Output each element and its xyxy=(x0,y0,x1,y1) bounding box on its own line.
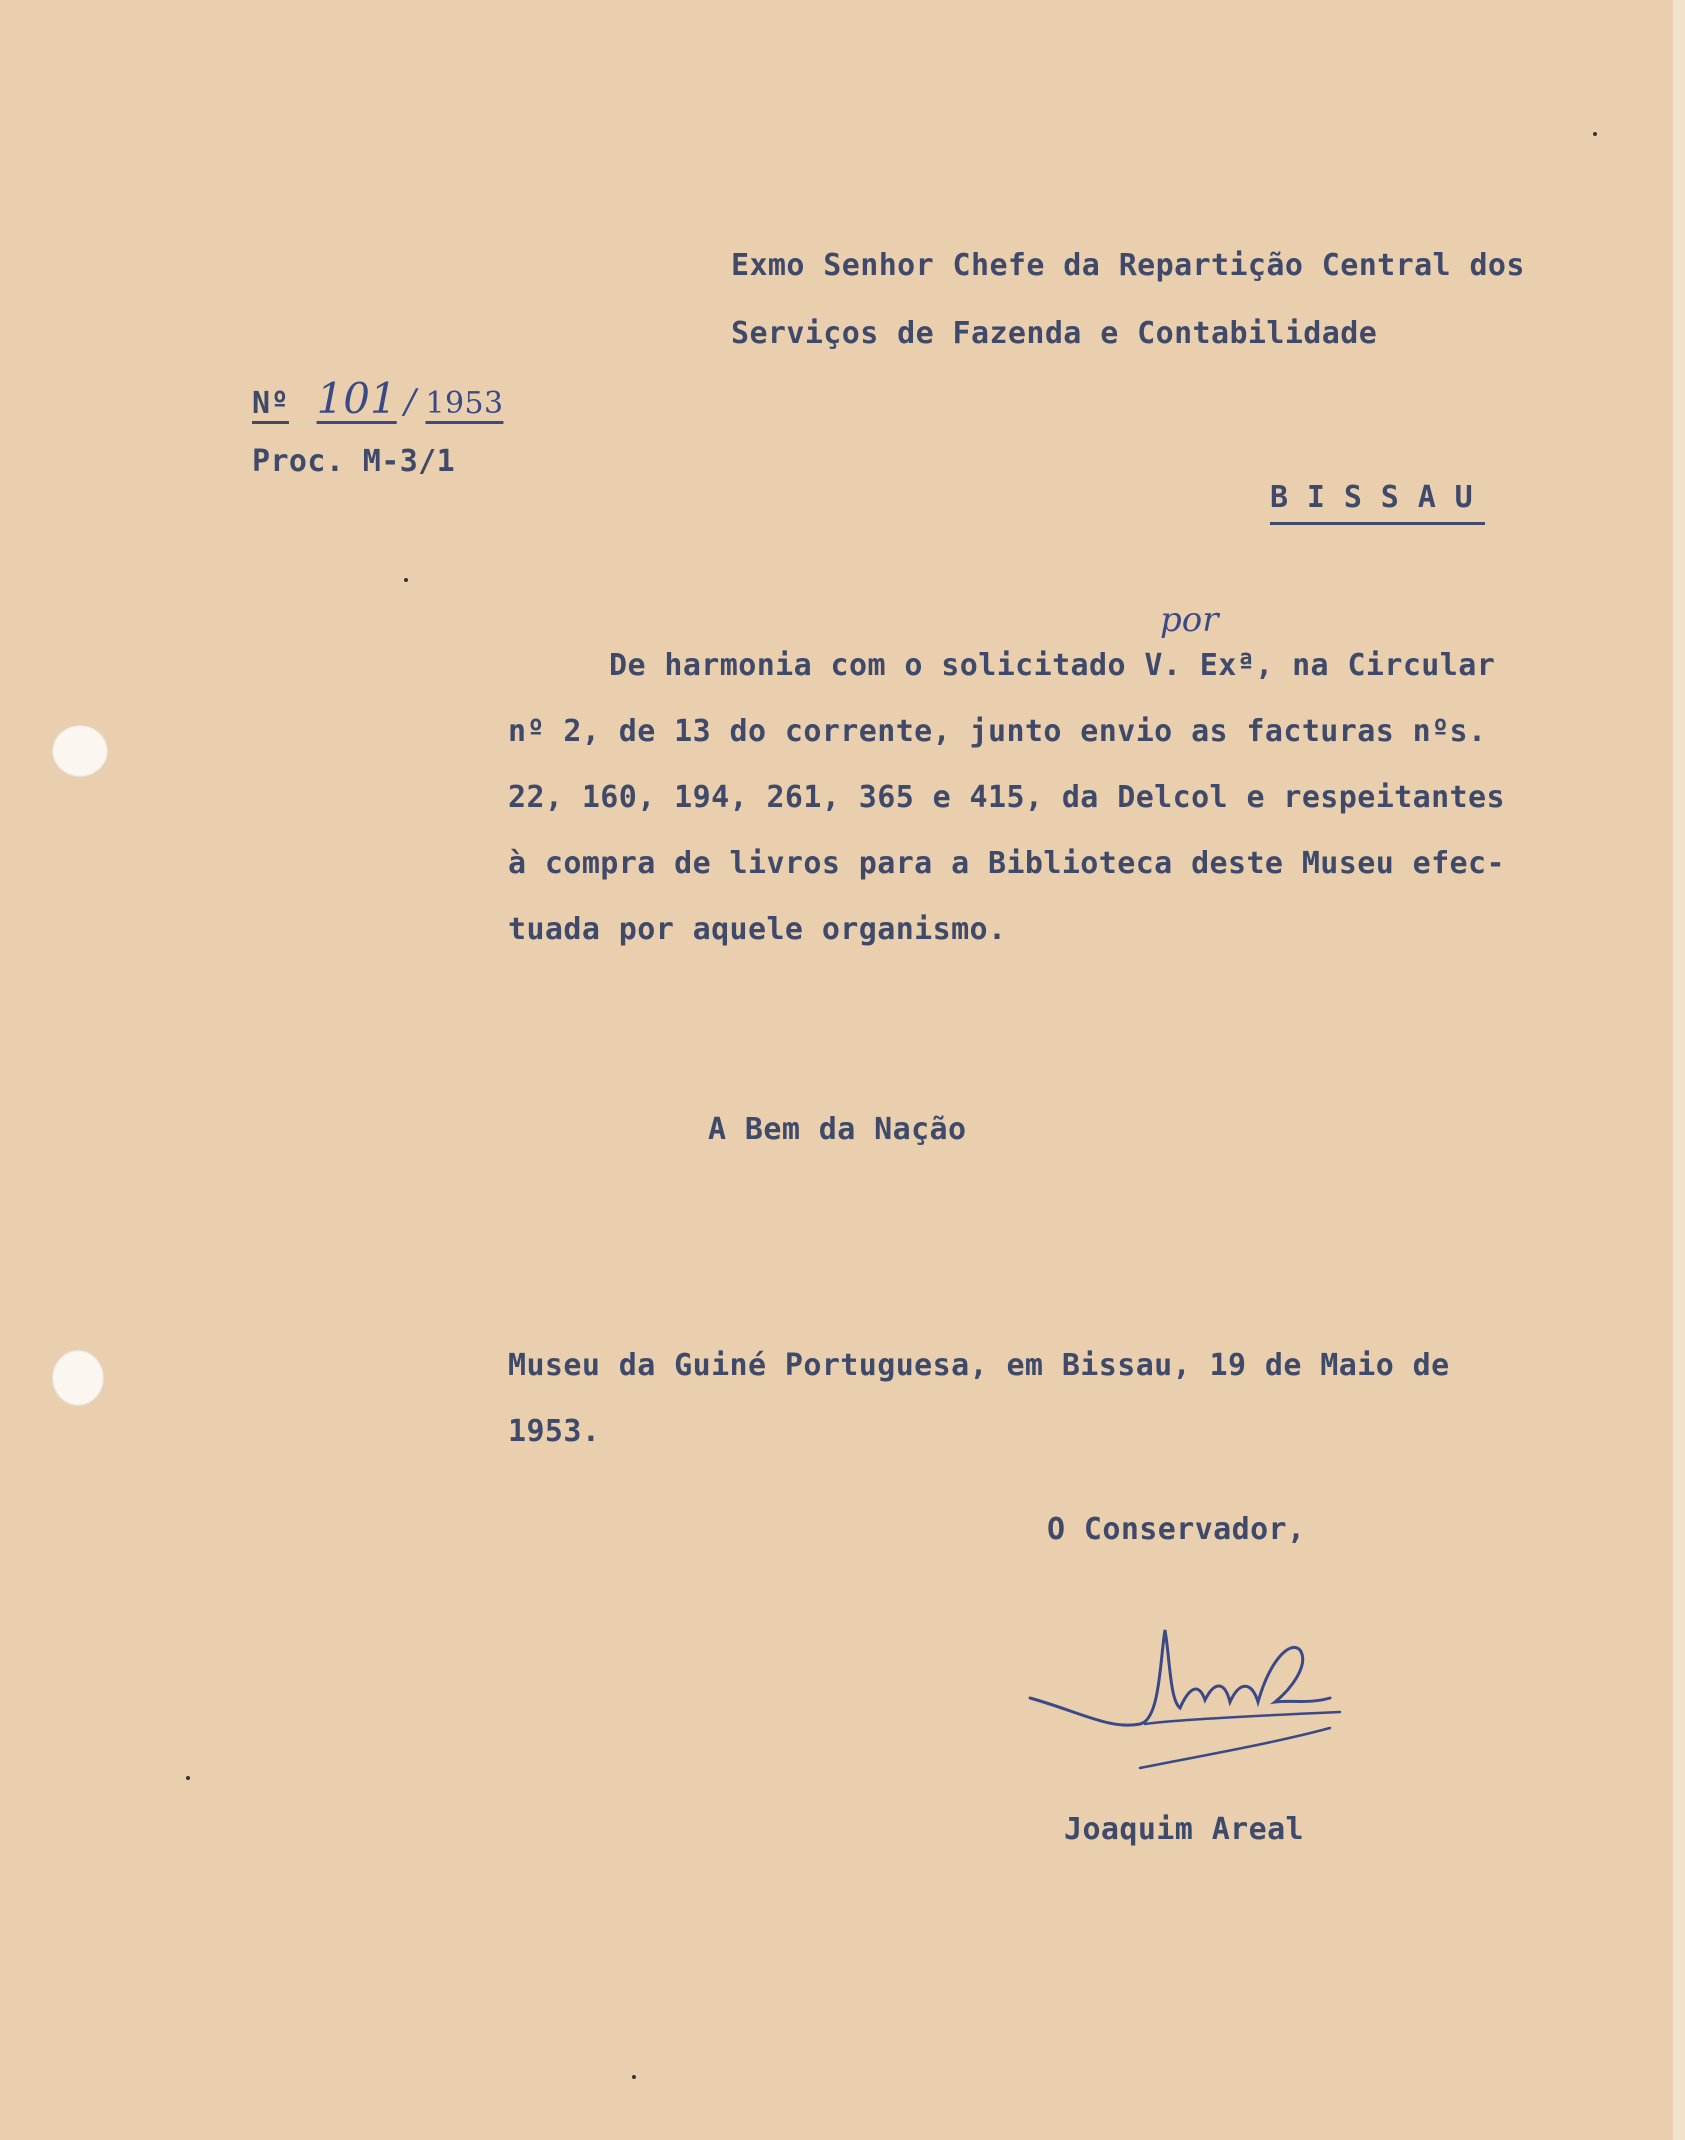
signature xyxy=(1020,1620,1360,1780)
paper-speck xyxy=(632,2075,636,2079)
punch-hole-bottom xyxy=(52,1350,104,1406)
body-line-1: De harmonia com o solicitado V. Exª, na Circular xyxy=(609,648,1496,683)
signatory-title: O Conservador, xyxy=(1047,1512,1306,1547)
paper-speck xyxy=(186,1776,190,1780)
place-date-line-1: Museu da Guiné Portuguesa, em Bissau, 19 de Maio de xyxy=(508,1348,1450,1383)
reference-prefix: Nº xyxy=(252,386,289,421)
reference-number: Nº 101 / 1953 xyxy=(252,374,504,423)
body-line-4: à compra de livros para a Biblioteca deste Museu efec- xyxy=(508,846,1505,881)
paper-edge xyxy=(1673,0,1685,2140)
body-line-5: tuada por aquele organismo. xyxy=(508,912,1007,947)
reference-handwritten-number: 101 xyxy=(316,374,397,423)
signatory-name: Joaquim Areal xyxy=(1064,1812,1304,1847)
body-line-2: nº 2, de 13 do corrente, junto envio as facturas nºs. xyxy=(508,714,1487,749)
closing-formula: A Bem da Nação xyxy=(708,1112,967,1147)
paper-speck xyxy=(1593,132,1597,136)
process-reference: Proc. M-3/1 xyxy=(252,444,456,479)
city-heading: B I S S A U xyxy=(1270,480,1485,525)
body-line-3: 22, 160, 194, 261, 365 e 415, da Delcol e respeitantes xyxy=(508,780,1505,815)
addressee-line-2: Serviços de Fazenda e Contabilidade xyxy=(731,316,1378,351)
addressee-line-1: Exmo Senhor Chefe da Repartição Central dos xyxy=(731,248,1525,283)
paper-speck xyxy=(404,578,408,582)
place-date-line-2: 1953. xyxy=(508,1414,601,1449)
handwritten-insertion: por xyxy=(1160,600,1219,640)
punch-hole-top xyxy=(52,725,108,777)
reference-year: 1953 xyxy=(425,386,504,421)
